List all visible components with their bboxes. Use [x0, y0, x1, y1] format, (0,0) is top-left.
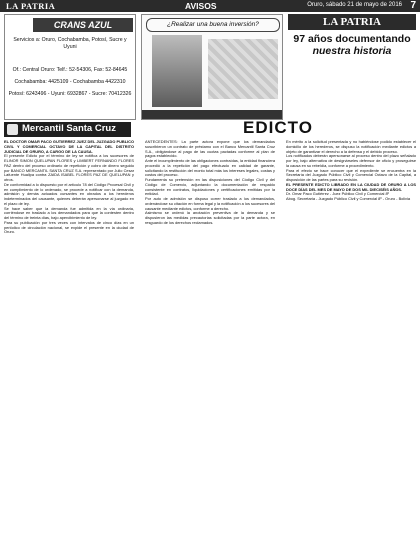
- paragraph: Para su publicación por tres veces con intervalos de cinco días en un periódico de circulación nacional, se expide el presente en la ciudad de Oruro.: [4, 219, 134, 235]
- paragraph: Los notificados deberán apersonarse al proceso dentro del plazo señalado por ley, bajo alternativa de designárseles defensor de oficio y proseguirse la causa en su rebeldía, conforme a procedimiento.: [286, 153, 416, 168]
- paragraph: Asimismo se ordenó la anotación preventiva de la demanda y se dispusieron las medidas precautorias solicitadas por la parte actora, en resguardo de los derechos reclamados.: [145, 210, 275, 225]
- paragraph: Ante el incumplimiento de las obligaciones contraídas, la entidad financiera procedió a la repetición del pago efectuado en calidad de garante, solicitando la restitución del monto total más los intereses legales, costas y costos del proceso.: [145, 158, 275, 178]
- paragraph: Para el efecto se hace conocer que el expediente se encuentra en la Secretaría del Juzgado Público Civil y Comercial Octavo de la Capital, a disposición de las partes para su revisión.: [286, 167, 416, 182]
- signature-secretary: Abog. Secretaria - Juzgado Público Civil y Comercial 8º - Oruro - Bolivia: [286, 196, 411, 201]
- closing-paragraph: EL PRESENTE EDICTO LIBRADO EN LA CIUDAD DE ORURO A LOS DOCE DÍAS DEL MES DE MAYO DE DOS MIL DIECISÉIS AÑOS.: [286, 181, 416, 192]
- bank-logo-icon: [7, 124, 18, 135]
- mercantil-banner: [4, 122, 131, 137]
- ad-logo: CRANS AZUL: [33, 18, 133, 32]
- ad-line-2: nuestra historia: [312, 45, 392, 57]
- ad-cards-image: [208, 39, 278, 99]
- ad-phone-line: Of.: Central Oruro: Telf.: 52-54306, Fax: 52-84645: [12, 67, 128, 73]
- paragraph: Por auto de admisión se dispuso correr traslado a los demandados, ordenándose su citación en forma legal y la notificación a los sucesores del causante mediante edictos, conforme a derecho.: [145, 196, 275, 211]
- paragraph: Se hace saber que la demanda fue admitida en la vía ordinaria, corriéndose en traslado a los demandados para que la contesten dentro del término de treinta días, bajo apercibimiento de ley.: [4, 205, 134, 220]
- ad-line-1: 97 años documentando: [293, 33, 411, 45]
- ad-la-patria: [288, 14, 416, 118]
- text-column-2: [145, 140, 275, 544]
- ad-cranz-azul: [4, 14, 136, 120]
- issue-date: Oruro, sábado 21 de mayo de 2016: [307, 2, 402, 8]
- paragraph: De conformidad a lo dispuesto por el artículo 78 del Código Procesal Civil y en cumplimiento de lo ordenado, se procede a notificar con la demanda, admisión y demás actuados cursantes en obrados a los herederos indeterminados del causante, quienes deberán apersonarse al juzgado en el plazo de ley.: [4, 181, 134, 206]
- paragraph: En mérito a la solicitud presentada y no habiéndose podido establecer el domicilio de los herederos, se dispuso la notificación mediante edictos a objeto de garantizar el derecho a la defensa y el debido proceso.: [286, 140, 416, 154]
- ad-brand: LA PATRIA: [288, 14, 416, 30]
- newspaper-name: LA PATRIA: [6, 1, 56, 11]
- paragraph: ANTECEDENTES: La parte actora expone que los demandados suscribieron un contrato de préstamo con el Banco Mercantil Santa Cruz S.A., obligándose al pago de las cuotas pactadas conforme al plan de pagos establecido.: [145, 140, 275, 159]
- ad-inversion: [141, 14, 283, 120]
- section-title: AVISOS: [185, 1, 217, 11]
- ad-phone-line: Potosí: 6243496 - Uyuni: 6932867 - Sucre: 70412326: [8, 91, 132, 97]
- text-column-1: [4, 140, 134, 544]
- bank-name: Mercantil Santa Cruz: [22, 123, 116, 134]
- ad-services: Servicios a: Oruro, Cochabamba, Potosí, Sucre y Uyuni: [13, 37, 127, 50]
- ad-phone-line: Cochabamba: 4425109 - Cochabamba 4422310: [14, 79, 126, 85]
- text-column-3: [286, 140, 416, 544]
- ad-headline: ¿Realizar una buena inversión?: [146, 18, 280, 32]
- paragraph: El presente Edicto por el término de ley se notifica a los sucesores de ELINOR SIMON QUELUPAN FLORES y LIMBERT FERNANDO FLORES PAZ dentro del proceso ordinario de repetición y cobro de dinero seguido por BANCO MERCANTIL SANTA CRUZ S.A. representado por Julio Cesar Lafuente Huallpa contra ZAIDA ISABEL FLORES PAZ DE QUELUPAN y otros.: [4, 153, 134, 182]
- page-header: [0, 0, 420, 12]
- ad-person-photo: [152, 35, 202, 107]
- edicto-title: EDICTO: [243, 118, 313, 137]
- paragraph: Fundamenta su pretensión en las disposiciones del Código Civil y del Código de Comercio, adjuntando la documentación de respaldo consistente en contratos, liquidaciones y certificaciones emitidas por la entidad.: [145, 177, 275, 197]
- paragraph: EL DOCTOR OMAR PACO GUTIERREZ JUEZ DEL JUZGADO PUBLICO CIVIL Y COMERCIAL OCTAVO DE LA CAPITAL DEL DISTRITO JUDICIAL DE ORURO, A CARGO DE LA CAUSA.: [4, 140, 134, 154]
- page-number: 7: [410, 0, 416, 11]
- signature-judge: Dr. Omar Paco Gutiérrez - Juez Público Civil y Comercial 8º: [286, 191, 390, 197]
